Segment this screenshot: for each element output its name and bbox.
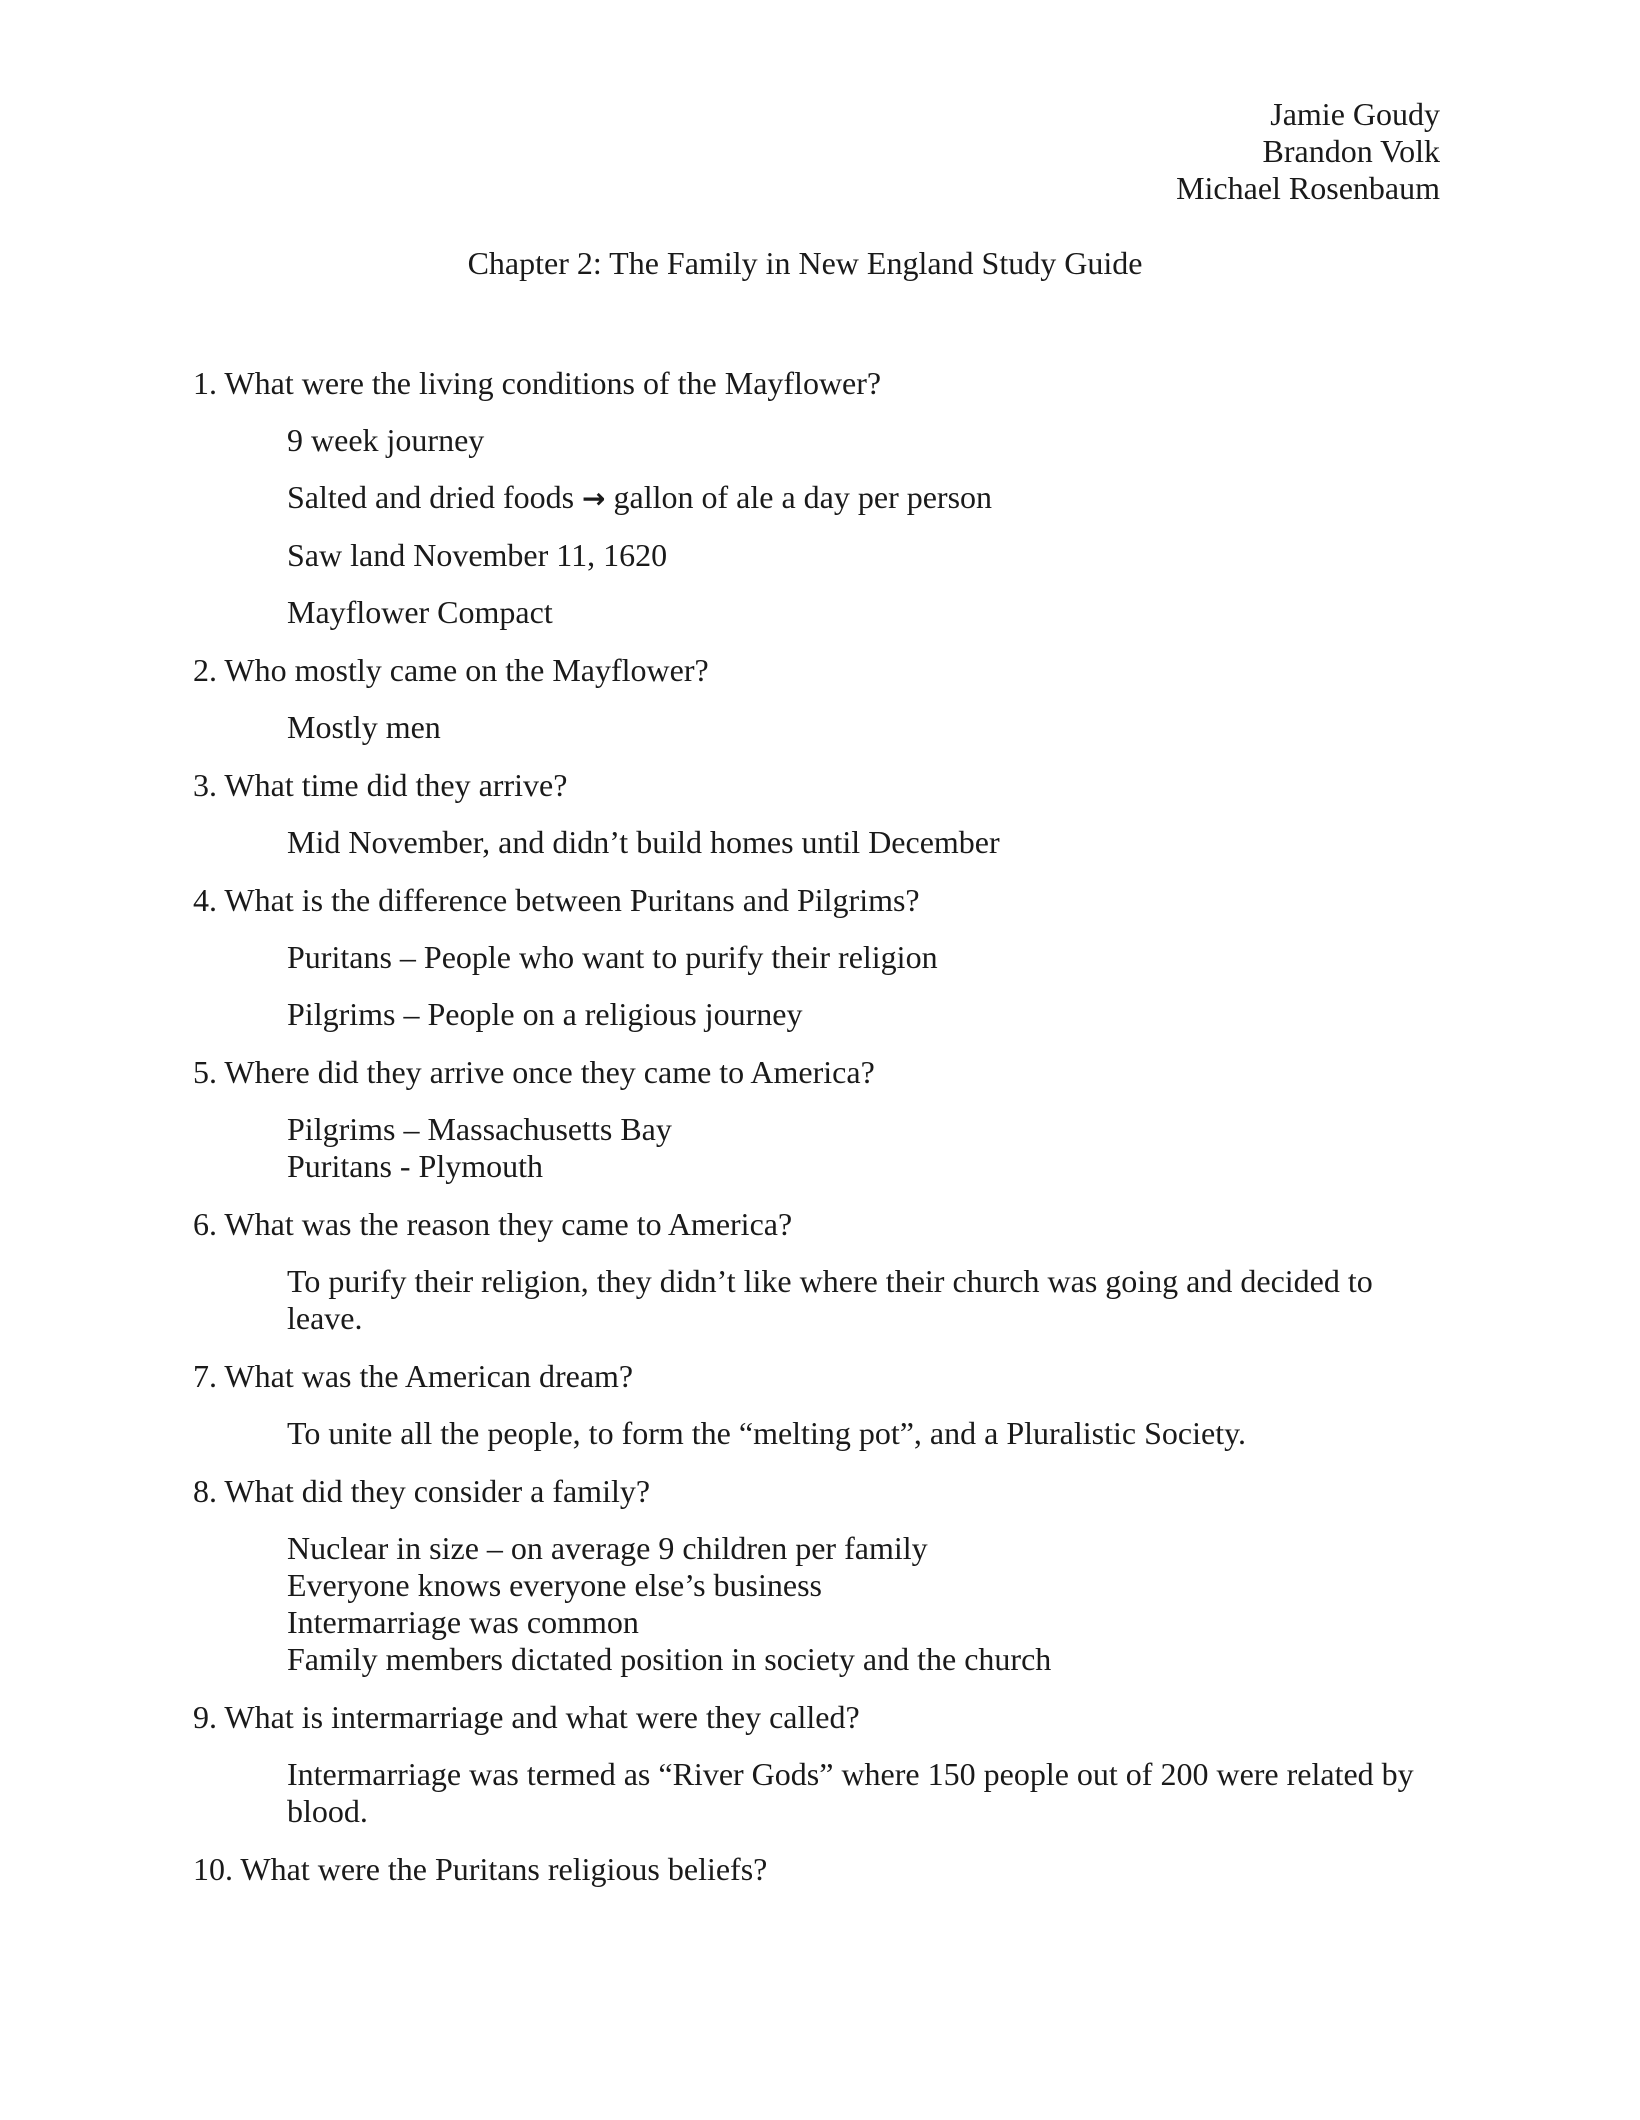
question-9: 9. What is intermarriage and what were they called? xyxy=(193,1699,860,1735)
answer-text: Everyone knows everyone else’s business xyxy=(287,1567,822,1603)
answer-2a xyxy=(287,709,1443,746)
answer-1d xyxy=(287,594,1443,631)
answer-3a xyxy=(287,824,1443,861)
answer-1b xyxy=(287,479,1443,517)
answer-text: Intermarriage was common xyxy=(287,1604,639,1640)
question-2: 2. Who mostly came on the Mayflower? xyxy=(193,652,709,688)
answer-9 xyxy=(287,1756,1437,1830)
answer-text: Intermarriage was termed as “River Gods” where 150 people out of 200 were related by blood. xyxy=(287,1756,1414,1829)
answer-text: To unite all the people, to form the “melting pot”, and a Pluralistic Society. xyxy=(287,1415,1246,1451)
answer-text: Pilgrims – Massachusetts Bay xyxy=(287,1111,672,1147)
answer-1c xyxy=(287,537,1443,574)
question-5: 5. Where did they arrive once they came to America? xyxy=(193,1054,875,1090)
answer-8 xyxy=(287,1530,1443,1678)
answer-5 xyxy=(287,1111,1443,1185)
answer-text xyxy=(287,479,1443,517)
answer-text: To purify their religion, they didn’t like where their church was going and decided to leave. xyxy=(287,1263,1373,1336)
answer-text: Puritans – People who want to purify their religion xyxy=(287,939,938,975)
question-4: 4. What is the difference between Puritans and Pilgrims? xyxy=(193,882,920,918)
author-name: Brandon Volk xyxy=(1262,133,1440,169)
question-8: 8. What did they consider a family? xyxy=(193,1473,651,1509)
question-1: 1. What were the living conditions of the Mayflower? xyxy=(193,365,882,401)
right-arrow-icon: → xyxy=(582,482,606,515)
answer-4a xyxy=(287,939,1443,976)
question-7: 7. What was the American dream? xyxy=(193,1358,634,1394)
answer-7 xyxy=(287,1415,1443,1452)
answer-6 xyxy=(287,1263,1417,1337)
answer-text: Pilgrims – People on a religious journey xyxy=(287,996,803,1032)
author-list xyxy=(1176,96,1440,207)
answer-text: Mostly men xyxy=(287,709,441,745)
answer-text: Mid November, and didn’t build homes until December xyxy=(287,824,1000,860)
answer-text: Family members dictated position in society and the church xyxy=(287,1641,1052,1677)
question-10: 10. What were the Puritans religious beliefs? xyxy=(193,1851,768,1887)
answer-text: Mayflower Compact xyxy=(287,594,553,630)
answer-text: 9 week journey xyxy=(287,422,485,458)
answer-text: Puritans - Plymouth xyxy=(287,1148,544,1184)
answer-1a xyxy=(287,422,1443,459)
question-list xyxy=(193,364,1443,1888)
question-3: 3. What time did they arrive? xyxy=(193,767,568,803)
answer-text-part: gallon of ale a day per person xyxy=(605,479,993,515)
document-title: Chapter 2: The Family in New England Study Guide xyxy=(467,245,1143,281)
answer-text-part: Salted and dried foods xyxy=(287,479,583,515)
author-name: Jamie Goudy xyxy=(1270,96,1440,132)
answer-text: Saw land November 11, 1620 xyxy=(287,537,668,573)
answer-text: Nuclear in size – on average 9 children per family xyxy=(287,1530,928,1566)
question-6: 6. What was the reason they came to America? xyxy=(193,1206,793,1242)
author-name: Michael Rosenbaum xyxy=(1176,170,1440,206)
answer-4b xyxy=(287,996,1443,1033)
